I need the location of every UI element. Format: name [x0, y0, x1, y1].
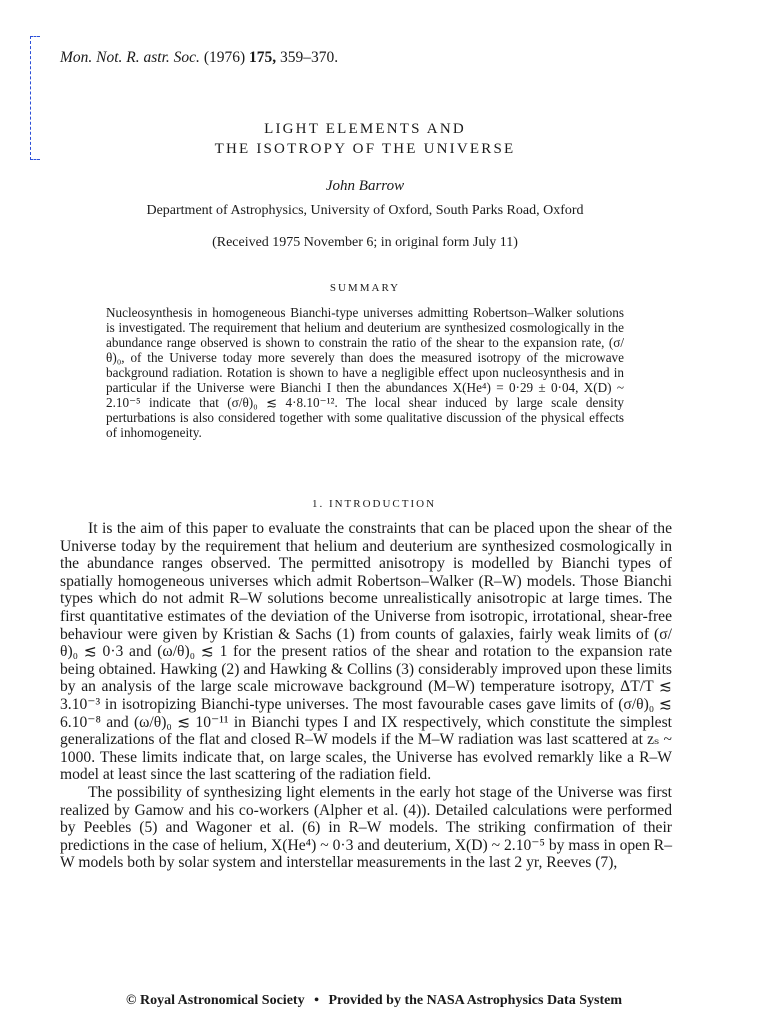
journal-year: (1976) — [203, 49, 246, 66]
body-paragraph-1: It is the aim of this paper to evaluate the constraints that can be placed upon the shear of the Universe today by the requirement that helium and deuterium are synthesized cosmologically in the abundance ranges observed. The permitted anisotropy is modelled by Bianchi types of spatially homogeneous universes which admit Robertson–Walker (R–W) models. Those Bianchi types which do not admit R–W solutions become unrealistically anisotropic at large times. The first quantitative estimates of the deviation of the Universe from isotropic, irrotational, shear-free behaviour were given by Kristian & Sachs (1) from counts of galaxies, fairly weak limits of (σ/θ)₀ ≲ 0·3 and (ω/θ)₀ ≲ 1 for the present ratios of the shear and rotation to the expansion rate being obtained. Hawking (2) and Hawking & Collins (3) considerably improved upon these limits by an analysis of the large scale microwave background (M–W) temperature isotropy, ΔT/T ≲ 3.10⁻³ in isotropizing Bianchi-type universes. The most favourable cases gave limits of (σ/θ)₀ ≲ 6.10⁻⁸ and (ω/θ)₀ ≲ 10⁻¹¹ in Bianchi types I and IX respectively, which constitute the simplest generalizations of the flat and closed R–W models if the M–W radiation was last scattered at zₛ ~ 1000. These limits indicate that, on large scales, the Universe has evolved remarkly like a R–W model at least since the last scattering of the radiation field. — [60, 520, 672, 784]
received-date: (Received 1975 November 6; in original form July 11) — [212, 235, 518, 250]
introduction-body — [60, 520, 672, 872]
footer-separator: • — [314, 993, 319, 1008]
body-paragraph-2: The possibility of synthesizing light elements in the early hot stage of the Universe was first realized by Gamow and his co-workers (Alpher et al. (4)). Detailed calculations were performed by Peebles (5) and Wagoner et al. (6) in R–W models. The striking confirmation of their predictions in the case of helium, X(He⁴) ~ 0·3 and deuterium, X(D) ~ 2.10⁻⁵ by mass in open R–W models both by solar system and interstellar measurements in the last 2 yr, Reeves (7), — [60, 783, 672, 872]
paper-title-line-1: LIGHT ELEMENTS AND — [264, 121, 466, 137]
section-heading-introduction: 1. INTRODUCTION — [311, 498, 437, 510]
footer-copyright: © Royal Astronomical Society — [126, 993, 305, 1008]
page-footer — [0, 993, 748, 1009]
journal-citation — [60, 49, 338, 67]
footer-provider: Provided by the NASA Astrophysics Data System — [328, 993, 622, 1008]
abstract-text: Nucleosynthesis in homogeneous Bianchi-type universes admitting Robertson–Walker solutions is investigated. The requirement that helium and deuterium are synthesized cosmologically in the abundance range observed is shown to constrain the ratio of the shear to the expansion rate, (σ/θ)₀, of the Universe today more severely than does the measured isotropy of the microwave background radiation. Rotation is shown to have a negligible effect upon nucleosynthesis and in particular if the Universe were Bianchi I then the abundances X(He⁴) = 0·29 ± 0·04, X(D) ~ 2.10⁻⁵ indicate that (σ/θ)₀ ≲ 4·8.10⁻¹². The local shear induced by large scale density perturbations is also considered together with some qualitative discussion of the physical effects of inhomogeneity. — [106, 305, 624, 440]
paper-title-line-2: THE ISOTROPY OF THE UNIVERSE — [214, 141, 516, 157]
journal-volume: 175, — [249, 49, 277, 66]
author-affiliation: Department of Astrophysics, University of Oxford, South Parks Road, Oxford — [146, 203, 584, 218]
author-name: John Barrow — [325, 178, 405, 194]
summary-heading: SUMMARY — [329, 282, 401, 294]
journal-name: Mon. Not. R. astr. Soc. — [60, 49, 200, 66]
journal-pages: 359–370. — [280, 49, 339, 66]
